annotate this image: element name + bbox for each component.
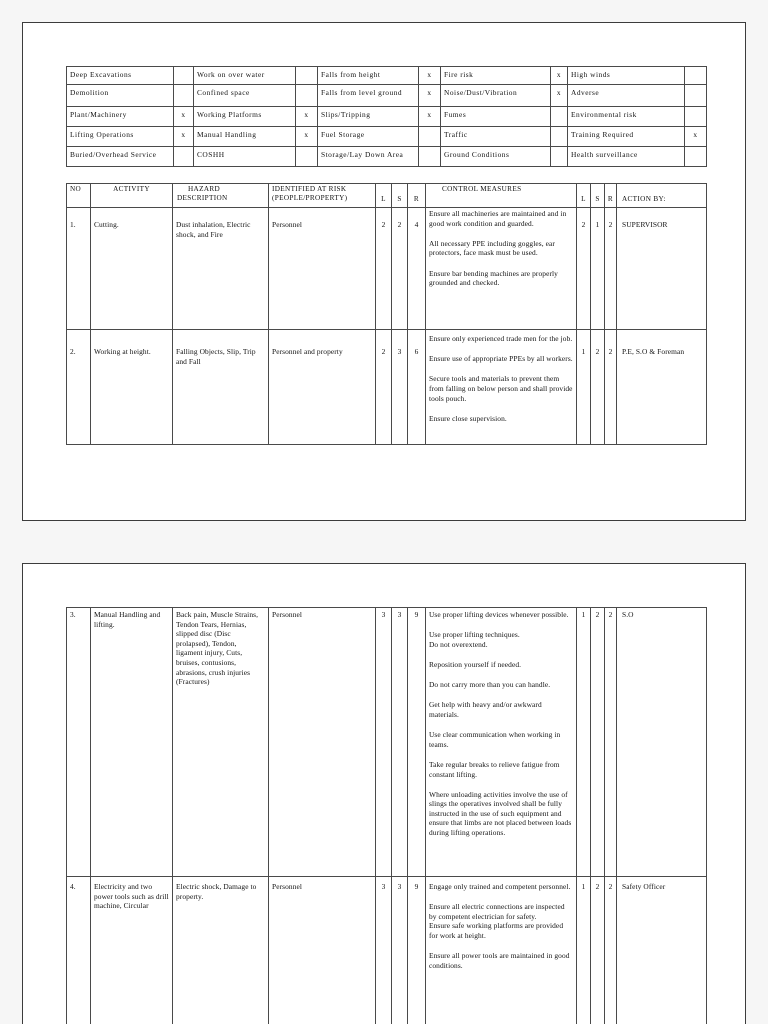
- risk-assessment-table: [66, 183, 707, 445]
- risk-rating: 4: [408, 208, 426, 330]
- risk-row: [67, 208, 707, 330]
- checklist-item-mark: x: [551, 67, 568, 85]
- checklist-item-mark: x: [174, 127, 194, 147]
- severity: 3: [392, 330, 408, 445]
- control-measure: Ensure use of appropriate PPEs by all workers.: [429, 354, 573, 364]
- checklist-item-mark: x: [419, 67, 441, 85]
- residual-likelihood: 1: [577, 877, 591, 1024]
- checklist-item-label: Traffic: [441, 127, 551, 147]
- checklist-item-mark: [551, 147, 568, 167]
- checklist-item-label: COSHH: [194, 147, 296, 167]
- checklist-item-label: Manual Handling: [194, 127, 296, 147]
- checklist-item-label: Buried/Overhead Service: [67, 147, 174, 167]
- header-hazard-line2: DESCRIPTION: [177, 194, 228, 202]
- likelihood: 3: [376, 877, 392, 1024]
- hazard-description: Dust inhalation, Electric shock, and Fire: [173, 208, 269, 330]
- header-residual-severity: S: [591, 184, 605, 208]
- document-page-2: [22, 563, 746, 1024]
- likelihood: 3: [376, 608, 392, 877]
- identified-at-risk: Personnel: [269, 208, 376, 330]
- identified-at-risk: Personnel and property: [269, 330, 376, 445]
- activity: Working at height.: [91, 330, 173, 445]
- risk-rating: 9: [408, 877, 426, 1024]
- checklist-item-mark: x: [685, 127, 707, 147]
- checklist-item-mark: x: [419, 107, 441, 127]
- header-severity: S: [392, 184, 408, 208]
- checklist-item-label: Environmental risk: [568, 107, 685, 127]
- header-at-risk-line2: (PEOPLE/PROPERTY): [272, 194, 348, 202]
- activity: Manual Handling and lifting.: [91, 608, 173, 877]
- activity: Electricity and two power tools such as drill machine, Circular: [91, 877, 173, 1024]
- header-at-risk-line1: IDENTIFIED AT RISK: [272, 185, 347, 193]
- checklist-item-mark: [551, 127, 568, 147]
- checklist-item-mark: [296, 147, 318, 167]
- row-number: 2.: [67, 330, 91, 445]
- checklist-item-mark: x: [551, 85, 568, 107]
- hazard-description: Back pain, Muscle Strains, Tendon Tears, Hernias, slipped disc (Disc prolapsed), Tendon, ligament injury, Cuts, bruises, contusions, abrasions, crush injuries (Fractures): [173, 608, 269, 877]
- header-control-measures: CONTROL MEASURES: [426, 184, 577, 208]
- action-by: S.O: [617, 608, 707, 877]
- control-measure: Do not carry more than you can handle.: [429, 680, 551, 690]
- severity: 2: [392, 208, 408, 330]
- residual-severity: 1: [591, 208, 605, 330]
- severity: 3: [392, 608, 408, 877]
- checklist-item-mark: [419, 127, 441, 147]
- checklist-item-mark: [174, 85, 194, 107]
- checklist-item-label: Lifting Operations: [67, 127, 174, 147]
- checklist-row: [67, 147, 707, 167]
- checklist-item-label: Falls from height: [318, 67, 419, 85]
- risk-row: [67, 608, 707, 877]
- checklist-item-label: Demolition: [67, 85, 174, 107]
- residual-likelihood: 2: [577, 208, 591, 330]
- header-hazard-description: [173, 184, 269, 208]
- control-measure: Get help with heavy and/or awkward materials.: [429, 700, 542, 719]
- action-by: P.E, S.O & Foreman: [617, 330, 707, 445]
- control-measure: Where unloading activities involve the use of slings the operatives involved shall be fully instructed in the use of such equipment and ensure that limbs are not placed between loads during lifting operations.: [429, 789, 572, 838]
- control-measures: [426, 330, 577, 445]
- checklist-item-mark: x: [174, 107, 194, 127]
- action-by: Safety Officer: [617, 877, 707, 1024]
- control-measures: [426, 877, 577, 1024]
- residual-risk-rating: 2: [605, 208, 617, 330]
- header-likelihood: L: [376, 184, 392, 208]
- checklist-item-mark: [296, 67, 318, 85]
- checklist-row: [67, 107, 707, 127]
- control-measure: Use proper lifting techniques. Do not overextend.: [429, 630, 520, 649]
- checklist-item-mark: [174, 147, 194, 167]
- control-measure: Ensure only experienced trade men for the job.: [429, 334, 573, 343]
- severity: 3: [392, 877, 408, 1024]
- checklist-item-mark: x: [419, 85, 441, 107]
- residual-risk-rating: 2: [605, 608, 617, 877]
- header-hazard-line1: HAZARD: [188, 185, 221, 193]
- checklist-item-label: Noise/Dust/Vibration: [441, 85, 551, 107]
- document-page-1: [22, 22, 746, 521]
- checklist-row: [67, 127, 707, 147]
- checklist-item-mark: [419, 147, 441, 167]
- row-number: 4.: [67, 877, 91, 1024]
- checklist-item-label: Training Required: [568, 127, 685, 147]
- header-identified-at-risk: [269, 184, 376, 208]
- checklist-item-label: Plant/Machinery: [67, 107, 174, 127]
- checklist-item-label: Deep Excavations: [67, 67, 174, 85]
- activity: Cutting.: [91, 208, 173, 330]
- checklist-item-label: Storage/Lay Down Area: [318, 147, 419, 167]
- control-measure: Secure tools and materials to prevent them from falling on below person and shall provide tools pouch.: [429, 374, 573, 403]
- checklist-item-mark: [685, 85, 707, 107]
- risk-row: [67, 330, 707, 445]
- risk-rating: 6: [408, 330, 426, 445]
- checklist-row: [67, 85, 707, 107]
- checklist-item-label: Health surveillance: [568, 147, 685, 167]
- residual-severity: 2: [591, 608, 605, 877]
- residual-risk-rating: 2: [605, 330, 617, 445]
- risk-table-header: [67, 184, 707, 208]
- control-measure: Use clear communication when working in teams.: [429, 730, 561, 749]
- checklist-item-label: Fumes: [441, 107, 551, 127]
- header-action-by: ACTION BY:: [617, 184, 707, 208]
- checklist-item-mark: [685, 147, 707, 167]
- control-measure: Take regular breaks to relieve fatigue from constant lifting.: [429, 759, 560, 779]
- checklist-item-label: Confined space: [194, 85, 296, 107]
- control-measures: [426, 608, 577, 877]
- residual-likelihood: 1: [577, 608, 591, 877]
- checklist-item-label: Falls from level ground: [318, 85, 419, 107]
- likelihood: 2: [376, 208, 392, 330]
- checklist-item-label: Slips/Tripping: [318, 107, 419, 127]
- risk-assessment-table-continued: [66, 607, 707, 1024]
- header-activity: ACTIVITY: [91, 184, 173, 208]
- row-number: 3.: [67, 608, 91, 877]
- checklist-item-label: Fire risk: [441, 67, 551, 85]
- identified-at-risk: Personnel: [269, 608, 376, 877]
- risk-rating: 9: [408, 608, 426, 877]
- residual-severity: 2: [591, 330, 605, 445]
- checklist-row: [67, 67, 707, 85]
- control-measure: Ensure close supervision.: [429, 413, 507, 423]
- hazard-description: Falling Objects, Slip, Trip and Fall: [173, 330, 269, 445]
- checklist-item-mark: x: [296, 107, 318, 127]
- checklist-item-mark: [685, 67, 707, 85]
- checklist-item-mark: [685, 107, 707, 127]
- residual-severity: 2: [591, 877, 605, 1024]
- control-measures: [426, 208, 577, 330]
- checklist-item-mark: [296, 85, 318, 107]
- control-measure: Ensure all machineries are maintained and in good work condition and guarded.: [429, 209, 567, 228]
- header-no: NO: [67, 184, 91, 208]
- checklist-item-mark: [174, 67, 194, 85]
- hazard-checklist: [66, 66, 707, 167]
- checklist-item-mark: x: [296, 127, 318, 147]
- risk-row: [67, 877, 707, 1024]
- header-residual-risk-rating: R: [605, 184, 617, 208]
- control-measure: Use proper lifting devices whenever possible.: [429, 610, 569, 619]
- control-measure: Ensure all electric connections are inspected by competent electrician for safety. Ensure safe working platforms are provided for work at height.: [429, 902, 565, 940]
- residual-likelihood: 1: [577, 330, 591, 445]
- checklist-item-mark: [551, 107, 568, 127]
- checklist-item-label: Ground Conditions: [441, 147, 551, 167]
- header-risk-rating: R: [408, 184, 426, 208]
- checklist-item-label: High winds: [568, 67, 685, 85]
- checklist-item-label: Adverse: [568, 85, 685, 107]
- control-measure: All necessary PPE including goggles, ear protectors, face mask must be used.: [429, 238, 555, 258]
- checklist-item-label: Working Platforms: [194, 107, 296, 127]
- control-measure: Ensure all power tools are maintained in good conditions.: [429, 951, 570, 970]
- identified-at-risk: Personnel: [269, 877, 376, 1024]
- action-by: SUPERVISOR: [617, 208, 707, 330]
- checklist-item-label: Work on over water: [194, 67, 296, 85]
- checklist-item-label: Fuel Storage: [318, 127, 419, 147]
- control-measure: Engage only trained and competent personnel.: [429, 882, 571, 891]
- likelihood: 2: [376, 330, 392, 445]
- control-measure: Ensure bar bending machines are properly grounded and checked.: [429, 268, 558, 288]
- hazard-description: Electric shock, Damage to property.: [173, 877, 269, 1024]
- header-residual-likelihood: L: [577, 184, 591, 208]
- control-measure: Reposition yourself if needed.: [429, 659, 522, 669]
- row-number: 1.: [67, 208, 91, 330]
- residual-risk-rating: 2: [605, 877, 617, 1024]
